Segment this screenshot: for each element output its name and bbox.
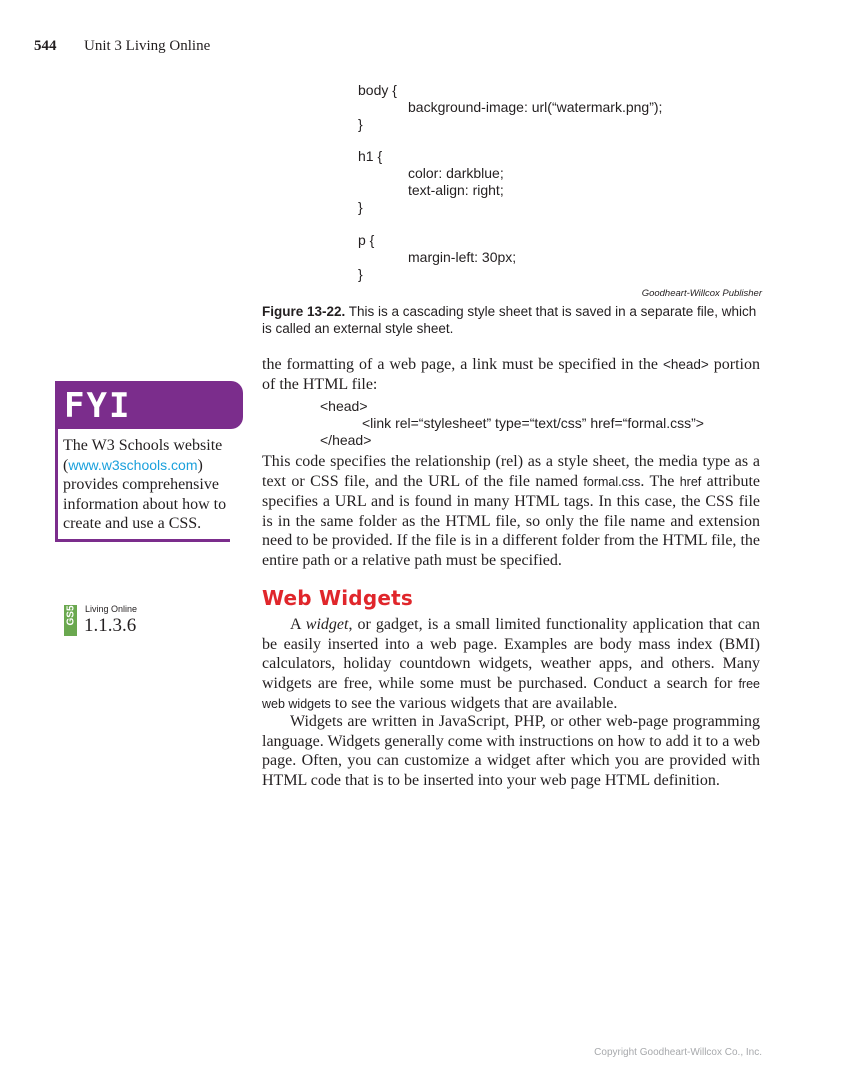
code-line: text-align: right; [408, 182, 504, 198]
page-number: 544 [34, 38, 57, 54]
w3schools-link[interactable]: www.w3schools.com [68, 456, 198, 473]
text-run: A [290, 616, 306, 633]
body-paragraph [262, 355, 760, 394]
text-run: , or gadget, is a small limited functionality application that can be easily inserted into a web page. Examples are body mass index (BMI) calculators, holiday countdown widgets, weather apps, and others. Many widgets are free, while some must be purchased. Conduct a search for [262, 616, 761, 692]
inline-code: <head> [663, 357, 709, 372]
fyi-rule [55, 429, 58, 542]
text-run: the formatting of a web page, a link must be specified in the [262, 356, 663, 373]
text-run: This code specifies the relationship (rel) as a style sheet, the media type as a text or CSS file, and the URL of the file named [262, 453, 760, 490]
code-line: background-image: url(“watermark.png”); [408, 99, 663, 115]
fyi-text-part: The W3 Schools website ( [63, 437, 223, 474]
standard-code: 1.1.3.6 [84, 615, 137, 636]
figure-credit: Goodheart-Willcox Publisher [641, 288, 762, 299]
figure-caption [262, 303, 762, 337]
key-term: widget [305, 616, 349, 633]
figure-label: Figure 13-22. [262, 304, 346, 319]
body-paragraph [262, 452, 760, 570]
inline-code: formal.css [583, 474, 641, 489]
fyi-title: FYI [64, 386, 132, 426]
body-paragraph: Widgets are written in JavaScript, PHP, or other web-page programming language. Widgets generally come with instructions on how to add it to a web page. Often, you can customize a widget after which you are provided with HTML code that is to be inserted into your web page HTML definition. [262, 713, 760, 789]
snippet-line: <link rel=“stylesheet” type=“text/css” href=“formal.css”> [362, 415, 704, 431]
snippet-line: </head> [320, 432, 372, 448]
text-run: attribute specifies a URL and is found in many HTML tags. In this case, the CSS file is in the same folder as the HTML file, so only the file name and extension need to be provided. If the file is in a different folder from the HTML file, the entire path or a relative path must be specified. [262, 472, 760, 569]
code-line: body { [358, 82, 397, 98]
section-heading: Web Widgets [262, 586, 413, 610]
fyi-text [63, 436, 233, 534]
code-line: h1 { [358, 148, 383, 164]
text-run: portion of the HTML file: [262, 356, 761, 393]
fyi-rule [55, 539, 230, 542]
gs5-badge-label: GS5 [65, 605, 77, 626]
code-line: color: darkblue; [408, 165, 504, 181]
figure-caption-text: This is a cascading style sheet that is saved in a separate file, which is called an external style sheet. [262, 304, 757, 336]
code-line: p { [358, 232, 375, 248]
standard-label: Living Online [85, 604, 138, 614]
text-run: to see the various widgets that are available. [330, 695, 618, 712]
text-run: . The [640, 472, 680, 490]
inline-code: free web widgets [262, 676, 760, 711]
code-line: } [358, 266, 363, 282]
snippet-line: <head> [320, 398, 368, 414]
copyright: Copyright Goodheart-Willcox Co., Inc. [594, 1047, 762, 1058]
code-line: } [358, 116, 363, 132]
code-line: } [358, 199, 363, 215]
body-paragraph [262, 615, 760, 715]
running-head: Unit 3 Living Online [84, 38, 211, 54]
inline-code: href [679, 474, 702, 489]
fyi-text-part: ) provides comprehensive information about how to create and use a CSS. [63, 456, 227, 532]
code-line: margin-left: 30px; [408, 249, 517, 265]
